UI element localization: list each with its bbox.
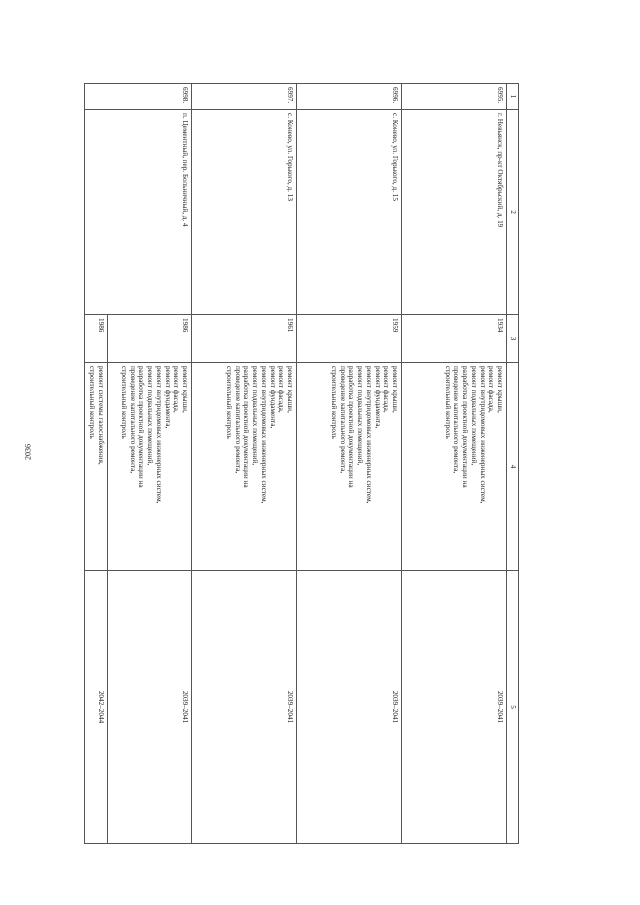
work-item: ремонт крыши,: [496, 366, 505, 413]
work-item: разработка проектной документации на: [347, 366, 356, 488]
table-row: [402, 84, 507, 844]
header-col-1: 1: [507, 84, 519, 110]
work-item: разработка проектной документации на: [461, 366, 470, 488]
work-item: проведение капитального ремонта,: [128, 366, 137, 474]
row-number: 6996.: [297, 84, 402, 110]
work-item: строительный контроль: [329, 366, 338, 439]
header-col-3: 3: [507, 315, 519, 363]
work-item: строительный контроль: [443, 366, 452, 439]
header-col-4: 4: [507, 363, 519, 571]
row-year: 1986: [108, 315, 192, 363]
page-number: 2036: [23, 444, 33, 460]
row-address: с. Конево, ул. Горького, д. 13: [192, 110, 297, 315]
work-item: разработка проектной документации на: [137, 366, 146, 488]
work-item: проведение капитального ремонта,: [338, 366, 347, 474]
row-period: 2039–2041: [108, 571, 192, 844]
row-period: 2039–2041: [297, 571, 402, 844]
work-item: ремонт внутридомовых инженерных систем,: [259, 366, 268, 504]
work-item: ремонт фасада,: [382, 366, 391, 413]
table-row: [108, 84, 192, 844]
work-item: ремонт подвальных помещений,: [146, 366, 155, 466]
row-works: [402, 363, 507, 571]
work-item: ремонт фасада,: [487, 366, 496, 413]
row-works: [108, 363, 192, 571]
work-item: ремонт фундамента,: [163, 366, 172, 429]
work-item: ремонт фасада,: [172, 366, 181, 413]
table-row: [192, 84, 297, 844]
subrow-year: 1986: [85, 315, 108, 363]
work-item: ремонт системы газоснабжения,: [97, 366, 106, 465]
row-address: г. Невьянск, пр-кт Октябрьский, д. 19: [402, 110, 507, 315]
row-works: [297, 363, 402, 571]
work-item: проведение капитального ремонта,: [452, 366, 461, 474]
work-item: строительный контроль: [119, 366, 128, 439]
header-col-5: 5: [507, 571, 519, 844]
row-address: с. Конево, ул. Горького, д. 15: [297, 110, 402, 315]
work-item: ремонт крыши,: [181, 366, 190, 413]
subrow-works: [85, 363, 108, 571]
work-item: ремонт фундамента,: [268, 366, 277, 429]
header-col-2: 2: [507, 110, 519, 315]
work-item: разработка проектной документации на: [242, 366, 251, 488]
table-row: [297, 84, 402, 844]
row-year: 1961: [192, 315, 297, 363]
work-item: ремонт фасада,: [277, 366, 286, 413]
row-number: 6998.: [85, 84, 192, 110]
row-year: 1934: [402, 315, 507, 363]
row-address: п. Цементный, пер. Больничный, д. 4: [85, 110, 192, 315]
work-item: ремонт крыши,: [286, 366, 295, 413]
work-item: ремонт фундамента,: [373, 366, 382, 429]
rotated-table-container: [89, 83, 519, 843]
row-number: 6995.: [402, 84, 507, 110]
row-works: [192, 363, 297, 571]
work-item: ремонт внутридомовых инженерных систем,: [154, 366, 163, 504]
work-item: строительный контроль: [224, 366, 233, 439]
row-number: 6997.: [192, 84, 297, 110]
row-period: 2039–2041: [402, 571, 507, 844]
work-item: ремонт внутридомовых инженерных систем,: [478, 366, 487, 504]
work-item: ремонт подвальных помещений,: [251, 366, 260, 466]
work-item: строительный контроль: [88, 366, 97, 439]
header-row: [507, 84, 519, 844]
work-item: ремонт подвальных помещений,: [469, 366, 478, 466]
work-item: проведение капитального ремонта,: [233, 366, 242, 474]
work-item: ремонт подвальных помещений,: [356, 366, 365, 466]
capital-repair-table: [84, 83, 519, 844]
work-item: ремонт внутридомовых инженерных систем,: [364, 366, 373, 504]
subrow-period: 2042–2044: [85, 571, 108, 844]
row-year: 1959: [297, 315, 402, 363]
row-period: 2039–2041: [192, 571, 297, 844]
work-item: ремонт крыши,: [391, 366, 400, 413]
